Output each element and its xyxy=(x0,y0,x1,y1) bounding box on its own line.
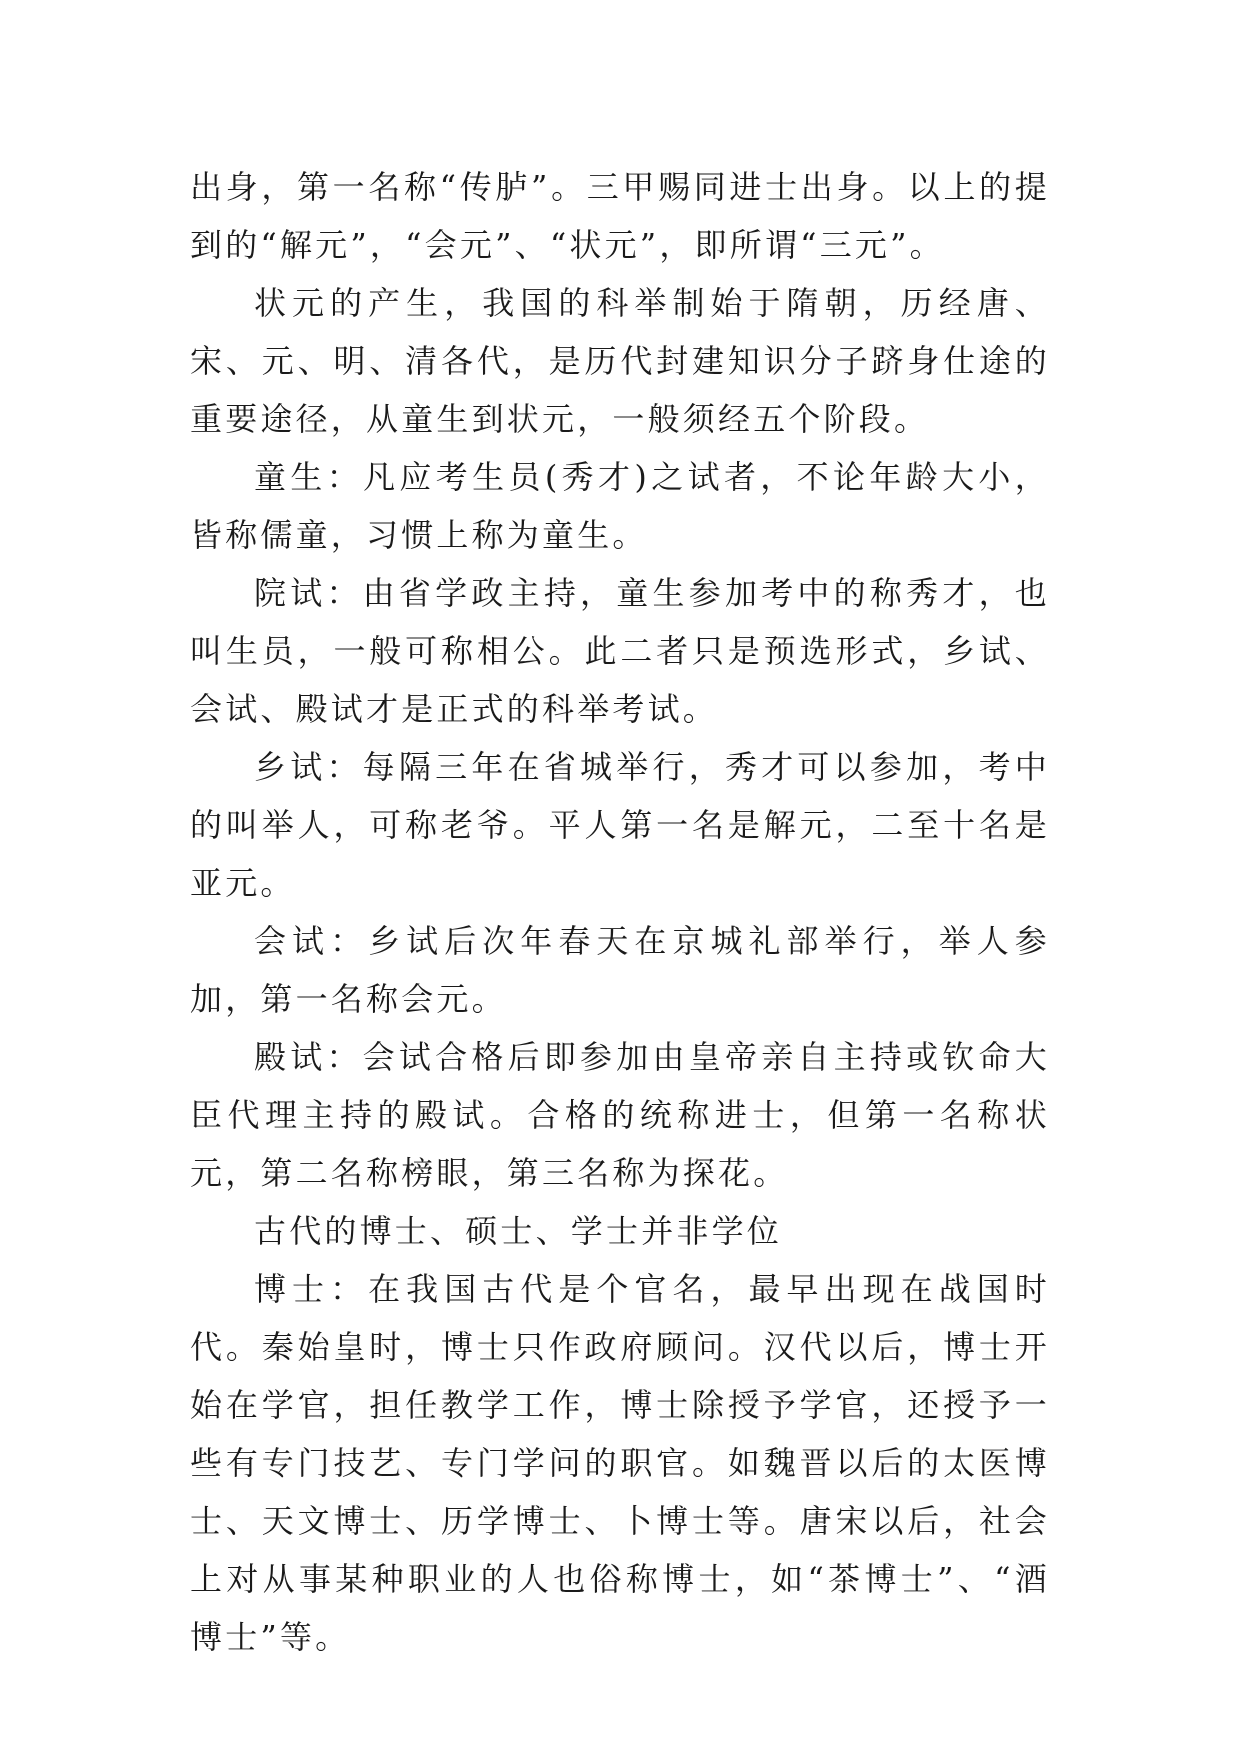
paragraph-dianshi: 殿试：会试合格后即参加由皇帝亲自主持或钦命大臣代理主持的殿试。合格的统称进士，但第一名称状元，第二名称榜眼，第三名称为探花。 xyxy=(190,1038,1050,1192)
paragraph-xiangshi: 乡试：每隔三年在省城举行，秀才可以参加，考中的叫举人，可称老爷。平人第一名是解元，二至十名是亚元。 xyxy=(190,748,1050,902)
paragraph-tongsheng: 童生：凡应考生员(秀才)之试者，不论年龄大小，皆称儒童，习惯上称为童生。 xyxy=(190,458,1050,554)
paragraph-huishi: 会试：乡试后次年春天在京城礼部举行，举人参加，第一名称会元。 xyxy=(190,922,1050,1018)
body-text xyxy=(190,158,1050,1666)
section-heading: 古代的博士、硕士、学士并非学位 xyxy=(254,1212,783,1250)
paragraph-continuation: 出身，第一名称“传胪”。三甲赐同进士出身。以上的提到的“解元”，“会元”、“状元”，即所谓“三元”。 xyxy=(190,168,1050,264)
paragraph-zhuangyuan-origin: 状元的产生，我国的科举制始于隋朝，历经唐、宋、元、明、清各代，是历代封建知识分子跻身仕途的重要途径，从童生到状元，一般须经五个阶段。 xyxy=(190,284,1050,438)
paragraph-boshi: 博士：在我国古代是个官名，最早出现在战国时代。秦始皇时，博士只作政府顾问。汉代以后，博士开始在学官，担任教学工作，博士除授予学官，还授予一些有专门技艺、专门学问的职官。如魏晋以后的太医博士、天文博士、历学博士、卜博士等。唐宋以后，社会上对从事某种职业的人也俗称博士，如“茶博士”、“酒博士”等。 xyxy=(190,1270,1050,1656)
paragraph-yuanshi: 院试：由省学政主持，童生参加考中的称秀才，也叫生员，一般可称相公。此二者只是预选形式，乡试、会试、殿试才是正式的科举考试。 xyxy=(190,574,1050,728)
